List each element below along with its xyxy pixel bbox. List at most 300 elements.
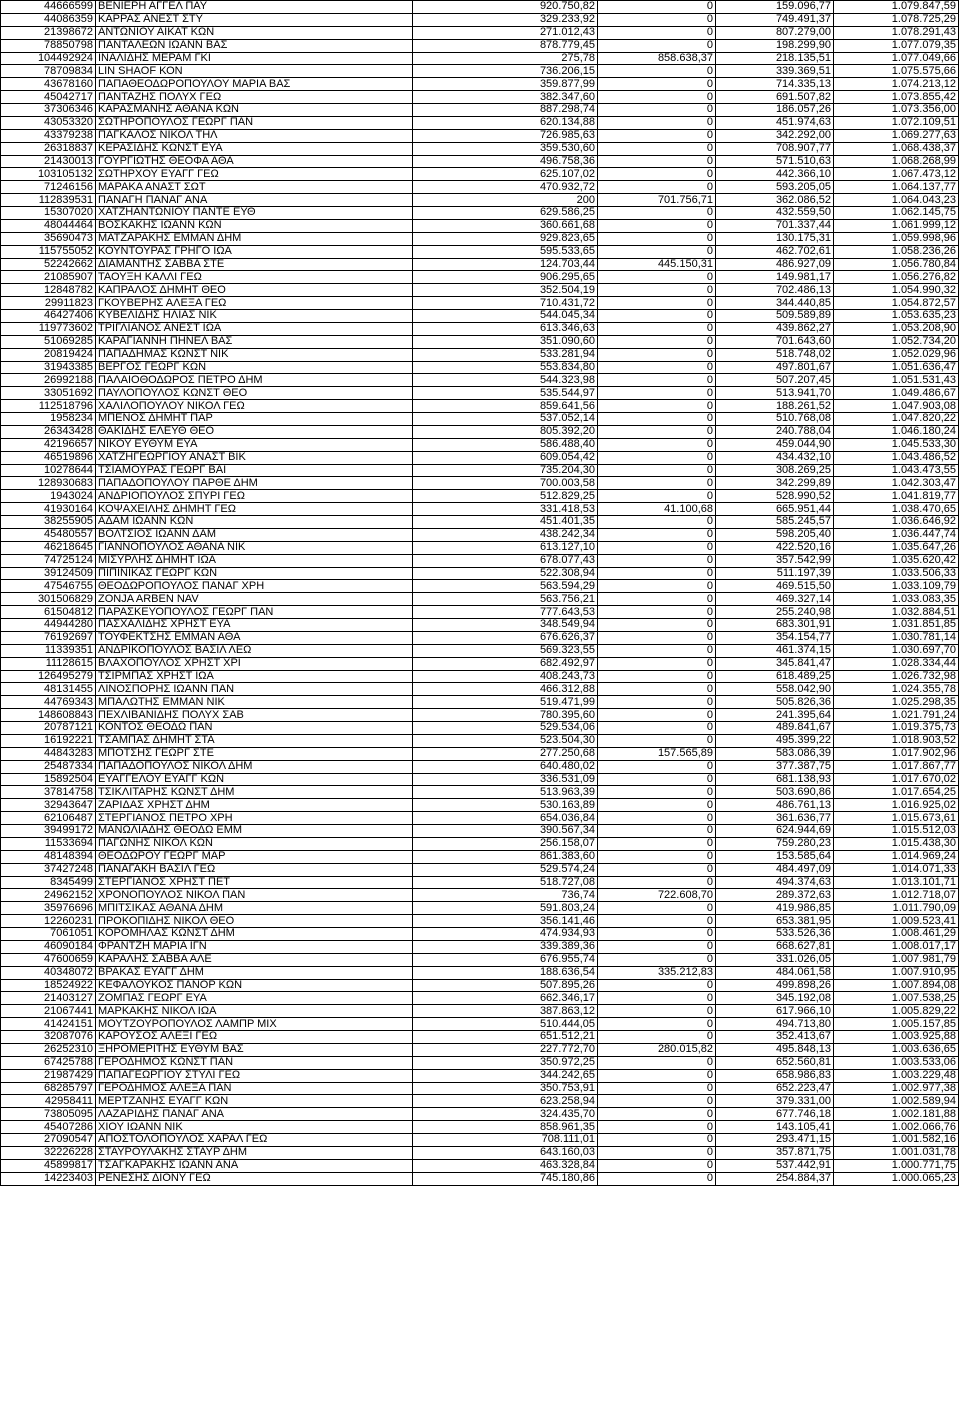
name-cell: ΕΥΑΓΓΕΛΟΥ ΕΥΑΓΓ ΚΩΝ: [96, 773, 413, 786]
name-cell: ΜΑΤΖΑΡΑΚΗΣ ΕΜΜΑΝ ΔΗΜ: [96, 232, 413, 245]
amount-a-cell: 625.107,02: [413, 168, 598, 181]
amount-a-cell: 350.753,91: [413, 1082, 598, 1095]
record-id-cell: 46427406: [1, 310, 96, 323]
total-cell: 1.002.977,38: [834, 1082, 959, 1095]
name-cell: ΛΙΝΟΣΠΟΡΗΣ ΙΩΑΝΝ ΠΑΝ: [96, 683, 413, 696]
amount-b-cell: 0: [598, 361, 716, 374]
table-row: [1, 799, 959, 812]
table-row: [1, 194, 959, 207]
total-cell: 1.016.925,02: [834, 799, 959, 812]
amount-a-cell: 887.298,74: [413, 104, 598, 117]
table-row: [1, 503, 959, 516]
name-cell: ΒΟΣΚΑΚΗΣ ΙΩΑΝΝ ΚΩΝ: [96, 219, 413, 232]
record-id-cell: 37306346: [1, 104, 96, 117]
total-cell: 1.077.079,35: [834, 39, 959, 52]
record-id-cell: 43053320: [1, 116, 96, 129]
record-id-cell: 40348072: [1, 966, 96, 979]
total-cell: 1.033.506,33: [834, 567, 959, 580]
amount-c-cell: 509.589,89: [716, 310, 834, 323]
amount-c-cell: 130.175,31: [716, 232, 834, 245]
name-cell: ΠΑΓΚΑΛΟΣ ΝΙΚΟΛ ΤΗΛ: [96, 129, 413, 142]
total-cell: 1.008.017,17: [834, 940, 959, 953]
amount-b-cell: 0: [598, 451, 716, 464]
name-cell: ΤΟΥΦΕΚΤΣΗΣ ΕΜΜΑΝ ΑΘΑ: [96, 631, 413, 644]
amount-a-cell: 654.036,84: [413, 812, 598, 825]
name-cell: ΠΑΝΤΑΖΗΣ ΠΟΛΥΧ ΓΕΩ: [96, 91, 413, 104]
name-cell: ΤΣΙΡΜΠΑΣ ΧΡΗΣΤ ΙΩΑ: [96, 670, 413, 683]
table-row: [1, 722, 959, 735]
name-cell: ΓΟΥΡΓΙΩΤΗΣ ΘΕΟΦΑ ΑΘΑ: [96, 155, 413, 168]
amount-c-cell: 658.986,83: [716, 1069, 834, 1082]
record-id-cell: 12848782: [1, 284, 96, 297]
amount-b-cell: 0: [598, 722, 716, 735]
amount-b-cell: 0: [598, 850, 716, 863]
table-row: [1, 683, 959, 696]
amount-b-cell: 701.756,71: [598, 194, 716, 207]
total-cell: 1.038.470,65: [834, 503, 959, 516]
table-row: [1, 155, 959, 168]
amount-a-cell: 200: [413, 194, 598, 207]
record-id-cell: 52242662: [1, 258, 96, 271]
name-cell: ΑΝΔΡΙΟΠΟΥΛΟΣ ΣΠΥΡΙ ΓΕΩ: [96, 490, 413, 503]
amount-a-cell: 463.328,84: [413, 1159, 598, 1172]
amount-a-cell: 360.661,68: [413, 219, 598, 232]
table-row: [1, 477, 959, 490]
amount-a-cell: 805.392,20: [413, 425, 598, 438]
table-row: [1, 1, 959, 14]
amount-a-cell: 858.961,35: [413, 1121, 598, 1134]
amount-a-cell: 537.052,14: [413, 413, 598, 426]
record-id-cell: 24962152: [1, 889, 96, 902]
name-cell: ΒΡΑΚΑΣ ΕΥΑΓΓ ΔΗΜ: [96, 966, 413, 979]
name-cell: ΜΠΑΛΩΤΗΣ ΕΜΜΑΝ ΝΙΚ: [96, 696, 413, 709]
amount-c-cell: 677.746,18: [716, 1108, 834, 1121]
amount-b-cell: 0: [598, 464, 716, 477]
record-id-cell: 26992188: [1, 374, 96, 387]
amount-a-cell: 352.504,19: [413, 284, 598, 297]
amount-b-cell: 0: [598, 979, 716, 992]
amount-c-cell: 494.374,63: [716, 876, 834, 889]
name-cell: ΙΝΑΛΙΔΗΣ ΜΕΡΑΜ ΓΚΙ: [96, 52, 413, 65]
amount-a-cell: 859.641,56: [413, 400, 598, 413]
amount-a-cell: 929.823,65: [413, 232, 598, 245]
amount-c-cell: 198.299,90: [716, 39, 834, 52]
table-row: [1, 915, 959, 928]
amount-b-cell: 0: [598, 606, 716, 619]
total-cell: 1.026.732,98: [834, 670, 959, 683]
name-cell: ΠΑΛΑΙΟΘΟΔΩΡΟΣ ΠΕΤΡΟ ΔΗΜ: [96, 374, 413, 387]
amount-b-cell: 0: [598, 438, 716, 451]
table-row: [1, 1159, 959, 1172]
amount-b-cell: 0: [598, 837, 716, 850]
record-id-cell: 39124509: [1, 567, 96, 580]
amount-a-cell: 344.242,65: [413, 1069, 598, 1082]
amount-b-cell: 0: [598, 734, 716, 747]
amount-a-cell: 359.530,60: [413, 142, 598, 155]
amount-b-cell: 0: [598, 39, 716, 52]
amount-a-cell: 188.636,54: [413, 966, 598, 979]
record-id-cell: 32943647: [1, 799, 96, 812]
name-cell: ΣΤΕΡΓΙΑΝΟΣ ΧΡΗΣΤ ΠΕΤ: [96, 876, 413, 889]
amount-c-cell: 624.944,69: [716, 825, 834, 838]
amount-c-cell: 254.884,37: [716, 1172, 834, 1185]
total-cell: 1.015.673,61: [834, 812, 959, 825]
amount-a-cell: 336.531,09: [413, 773, 598, 786]
amount-b-cell: 0: [598, 297, 716, 310]
amount-c-cell: 469.327,14: [716, 593, 834, 606]
amount-c-cell: 759.280,23: [716, 837, 834, 850]
amount-c-cell: 377.387,75: [716, 760, 834, 773]
total-cell: 1.053.208,90: [834, 322, 959, 335]
record-id-cell: 26252310: [1, 1043, 96, 1056]
name-cell: ΠΑΓΩΝΗΣ ΝΙΚΟΛ ΚΩΝ: [96, 837, 413, 850]
amount-c-cell: 513.941,70: [716, 387, 834, 400]
total-cell: 1.001.031,78: [834, 1146, 959, 1159]
amount-c-cell: 497.801,67: [716, 361, 834, 374]
table-row: [1, 1172, 959, 1185]
table-row: [1, 567, 959, 580]
total-cell: 1.056.276,82: [834, 271, 959, 284]
amount-a-cell: 906.295,65: [413, 271, 598, 284]
amount-c-cell: 342.299,89: [716, 477, 834, 490]
amount-a-cell: 351.090,60: [413, 335, 598, 348]
total-cell: 1.064.043,23: [834, 194, 959, 207]
amount-c-cell: 469.515,50: [716, 580, 834, 593]
table-row: [1, 516, 959, 529]
amount-b-cell: 0: [598, 1134, 716, 1147]
table-row: [1, 528, 959, 541]
amount-c-cell: 652.560,81: [716, 1056, 834, 1069]
total-cell: 1.078.291,43: [834, 26, 959, 39]
table-row: [1, 1146, 959, 1159]
amount-b-cell: 0: [598, 232, 716, 245]
record-id-cell: 29911823: [1, 297, 96, 310]
amount-a-cell: 324.435,70: [413, 1108, 598, 1121]
amount-b-cell: 0: [598, 425, 716, 438]
name-cell: ΚΟΥΝΤΟΥΡΑΣ ΓΡΗΓΟ ΙΩΑ: [96, 245, 413, 258]
amount-b-cell: 0: [598, 825, 716, 838]
total-cell: 1.047.820,22: [834, 413, 959, 426]
amount-b-cell: 0: [598, 773, 716, 786]
table-row: [1, 387, 959, 400]
total-cell: 1.001.582,16: [834, 1134, 959, 1147]
record-id-cell: 45042717: [1, 91, 96, 104]
table-row: [1, 258, 959, 271]
name-cell: ΣΩΤΗΡΧΟΥ ΕΥΑΓΓ ΓΕΩ: [96, 168, 413, 181]
amount-a-cell: 736.206,15: [413, 65, 598, 78]
amount-a-cell: 518.727,08: [413, 876, 598, 889]
amount-a-cell: 339.389,36: [413, 940, 598, 953]
total-cell: 1.003.925,88: [834, 1031, 959, 1044]
amount-b-cell: 0: [598, 335, 716, 348]
name-cell: ΚΟΨΑΧΕΙΛΗΣ ΔΗΜΗΤ ΓΕΩ: [96, 503, 413, 516]
total-cell: 1.030.781,14: [834, 631, 959, 644]
record-id-cell: 41930164: [1, 503, 96, 516]
record-id-cell: 71246156: [1, 181, 96, 194]
table-row: [1, 1069, 959, 1082]
amount-c-cell: 701.643,60: [716, 335, 834, 348]
amount-a-cell: 591.803,24: [413, 902, 598, 915]
table-row: [1, 850, 959, 863]
amount-a-cell: 708.111,01: [413, 1134, 598, 1147]
record-id-cell: 112839531: [1, 194, 96, 207]
table-row: [1, 606, 959, 619]
amount-c-cell: 495.848,13: [716, 1043, 834, 1056]
amount-c-cell: 188.261,52: [716, 400, 834, 413]
amount-a-cell: 529.574,24: [413, 863, 598, 876]
amount-b-cell: 0: [598, 812, 716, 825]
amount-c-cell: 357.542,99: [716, 554, 834, 567]
amount-b-cell: 0: [598, 1018, 716, 1031]
record-id-cell: 16192221: [1, 734, 96, 747]
total-cell: 1.005.829,22: [834, 1005, 959, 1018]
name-cell: ΜΕΡΤΖΑΝΗΣ ΕΥΑΓΓ ΚΩΝ: [96, 1095, 413, 1108]
amount-b-cell: 0: [598, 1172, 716, 1185]
name-cell: ΜΟΥΤΖΟΥΡΟΠΟΥΛΟΣ ΛΑΜΠΡ ΜΙΧ: [96, 1018, 413, 1031]
amount-a-cell: 563.594,29: [413, 580, 598, 593]
record-id-cell: 45407286: [1, 1121, 96, 1134]
total-cell: 1.005.157,85: [834, 1018, 959, 1031]
record-id-cell: 37427248: [1, 863, 96, 876]
total-cell: 1.043.473,55: [834, 464, 959, 477]
amount-c-cell: 528.990,52: [716, 490, 834, 503]
table-row: [1, 709, 959, 722]
amount-c-cell: 511.197,39: [716, 567, 834, 580]
amount-b-cell: 0: [598, 940, 716, 953]
amount-a-cell: 331.418,53: [413, 503, 598, 516]
amount-c-cell: 240.788,04: [716, 425, 834, 438]
table-row: [1, 284, 959, 297]
amount-a-cell: 408.243,73: [413, 670, 598, 683]
record-id-cell: 32226228: [1, 1146, 96, 1159]
record-id-cell: 37814758: [1, 786, 96, 799]
record-id-cell: 35690473: [1, 232, 96, 245]
amount-c-cell: 361.636,77: [716, 812, 834, 825]
table-row: [1, 1134, 959, 1147]
amount-c-cell: 379.331,00: [716, 1095, 834, 1108]
record-id-cell: 126495279: [1, 670, 96, 683]
name-cell: ΠΑΠΑΔΗΜΑΣ ΚΩΝΣΤ ΝΙΚ: [96, 348, 413, 361]
amount-a-cell: 507.895,26: [413, 979, 598, 992]
table-row: [1, 168, 959, 181]
total-cell: 1.052.029,96: [834, 348, 959, 361]
amount-c-cell: 486.761,13: [716, 799, 834, 812]
total-cell: 1.003.636,65: [834, 1043, 959, 1056]
amount-c-cell: 345.841,47: [716, 657, 834, 670]
record-id-cell: 73805095: [1, 1108, 96, 1121]
record-id-cell: 8345499: [1, 876, 96, 889]
amount-a-cell: 700.003,58: [413, 477, 598, 490]
amount-b-cell: 0: [598, 928, 716, 941]
amount-c-cell: 462.702,61: [716, 245, 834, 258]
total-cell: 1.012.718,07: [834, 889, 959, 902]
amount-c-cell: 186.057,26: [716, 104, 834, 117]
amount-b-cell: 0: [598, 902, 716, 915]
record-id-cell: 44086359: [1, 13, 96, 26]
name-cell: ΠΑΠΑΓΕΩΡΓΙΟΥ ΣΤΥΛΙ ΓΕΩ: [96, 1069, 413, 1082]
amount-c-cell: 598.205,40: [716, 528, 834, 541]
total-cell: 1.077.049,66: [834, 52, 959, 65]
name-cell: ΚΑΡΑΓΙΑΝΝΗ ΠΗΝΕΛ ΒΑΣ: [96, 335, 413, 348]
amount-a-cell: 710.431,72: [413, 297, 598, 310]
amount-b-cell: 0: [598, 619, 716, 632]
name-cell: ΠΑΝΑΓΑΚΗ ΒΑΣΙΛ ΓΕΩ: [96, 863, 413, 876]
amount-a-cell: 466.312,88: [413, 683, 598, 696]
amount-a-cell: 533.281,94: [413, 348, 598, 361]
amount-a-cell: 382.347,60: [413, 91, 598, 104]
name-cell: ΚΕΦΑΛΟΥΚΟΣ ΠΑΝΟΡ ΚΩΝ: [96, 979, 413, 992]
amount-b-cell: 0: [598, 516, 716, 529]
amount-a-cell: 682.492,97: [413, 657, 598, 670]
record-id-cell: 21403127: [1, 992, 96, 1005]
amount-c-cell: 652.223,47: [716, 1082, 834, 1095]
table-row: [1, 374, 959, 387]
amount-b-cell: 0: [598, 992, 716, 1005]
table-row: [1, 876, 959, 889]
amount-b-cell: 858.638,37: [598, 52, 716, 65]
record-id-cell: 21085907: [1, 271, 96, 284]
amount-b-cell: 722.608,70: [598, 889, 716, 902]
name-cell: ΠΡΟΚΟΠΙΔΗΣ ΝΙΚΟΛ ΘΕΟ: [96, 915, 413, 928]
name-cell: ΒΟΛΤΣΙΟΣ ΙΩΑΝΝ ΔΑΜ: [96, 528, 413, 541]
amount-c-cell: 683.301,91: [716, 619, 834, 632]
amount-c-cell: 339.369,51: [716, 65, 834, 78]
amount-a-cell: 676.626,37: [413, 631, 598, 644]
name-cell: ΜΑΡΑΚΑ ΑΝΑΣΤ ΣΩΤ: [96, 181, 413, 194]
amount-b-cell: 0: [598, 696, 716, 709]
name-cell: ΠΑΣΧΑΛΙΔΗΣ ΧΡΗΣΤ ΕΥΑ: [96, 619, 413, 632]
table-row: [1, 760, 959, 773]
table-row: [1, 837, 959, 850]
amount-c-cell: 484.061,58: [716, 966, 834, 979]
amount-b-cell: 0: [598, 142, 716, 155]
name-cell: ΘΕΟΔΩΡΟΥ ΓΕΩΡΓ ΜΑΡ: [96, 850, 413, 863]
table-row: [1, 322, 959, 335]
amount-b-cell: 0: [598, 567, 716, 580]
amount-c-cell: 442.366,10: [716, 168, 834, 181]
record-id-cell: 41424151: [1, 1018, 96, 1031]
amount-c-cell: 461.374,15: [716, 644, 834, 657]
table-row: [1, 1082, 959, 1095]
total-cell: 1.003.533,06: [834, 1056, 959, 1069]
name-cell: ΒΕΡΓΟΣ ΓΕΩΡΓ ΚΩΝ: [96, 361, 413, 374]
amount-b-cell: 0: [598, 65, 716, 78]
amount-c-cell: 617.966,10: [716, 1005, 834, 1018]
record-id-cell: 44944280: [1, 619, 96, 632]
amount-b-cell: 0: [598, 284, 716, 297]
record-id-cell: 11128615: [1, 657, 96, 670]
table-row: [1, 335, 959, 348]
table-row: [1, 400, 959, 413]
record-id-cell: 78850798: [1, 39, 96, 52]
total-cell: 1.072.109,51: [834, 116, 959, 129]
record-id-cell: 33051692: [1, 387, 96, 400]
table-row: [1, 657, 959, 670]
amount-a-cell: 329.233,92: [413, 13, 598, 26]
record-id-cell: 61504812: [1, 606, 96, 619]
name-cell: ΓΙΑΝΝΟΠΟΥΛΟΣ ΑΘΑΝΑ ΝΙΚ: [96, 541, 413, 554]
total-cell: 1.007.981,79: [834, 953, 959, 966]
amount-b-cell: 0: [598, 1082, 716, 1095]
amount-c-cell: 681.138,93: [716, 773, 834, 786]
table-row: [1, 129, 959, 142]
table-row: [1, 966, 959, 979]
amount-a-cell: 878.779,45: [413, 39, 598, 52]
amount-c-cell: 583.086,39: [716, 747, 834, 760]
amount-c-cell: 702.486,13: [716, 284, 834, 297]
amount-c-cell: 432.559,50: [716, 207, 834, 220]
total-cell: 1.056.780,84: [834, 258, 959, 271]
total-cell: 1.007.538,25: [834, 992, 959, 1005]
table-row: [1, 52, 959, 65]
total-cell: 1.030.697,70: [834, 644, 959, 657]
amount-b-cell: 0: [598, 528, 716, 541]
amount-c-cell: 289.372,63: [716, 889, 834, 902]
name-cell: ΚΕΡΑΣΙΔΗΣ ΚΩΝΣΤ ΕΥΑ: [96, 142, 413, 155]
amount-a-cell: 777.643,53: [413, 606, 598, 619]
name-cell: ΚΑΡΡΑΣ ΑΝΕΣΤ ΣΤΥ: [96, 13, 413, 26]
name-cell: ΣΩΤΗΡΟΠΟΥΛΟΣ ΓΕΩΡΓ ΠΑΝ: [96, 116, 413, 129]
amount-c-cell: 342.292,00: [716, 129, 834, 142]
amount-a-cell: 530.163,89: [413, 799, 598, 812]
amount-a-cell: 277.250,68: [413, 747, 598, 760]
record-id-cell: 32087076: [1, 1031, 96, 1044]
amount-b-cell: 0: [598, 760, 716, 773]
record-id-cell: 15892504: [1, 773, 96, 786]
amount-c-cell: 149.981,17: [716, 271, 834, 284]
amount-a-cell: 609.054,42: [413, 451, 598, 464]
amount-c-cell: 510.768,08: [716, 413, 834, 426]
total-cell: 1.011.790,09: [834, 902, 959, 915]
name-cell: ΠΑΠΑΔΟΠΟΥΛΟΥ ΠΑΡΘΕ ΔΗΜ: [96, 477, 413, 490]
amount-a-cell: 512.829,25: [413, 490, 598, 503]
amount-c-cell: 484.497,09: [716, 863, 834, 876]
amount-b-cell: 0: [598, 374, 716, 387]
record-id-cell: 103105132: [1, 168, 96, 181]
amount-c-cell: 352.413,67: [716, 1031, 834, 1044]
table-row: [1, 1108, 959, 1121]
record-id-cell: 42958411: [1, 1095, 96, 1108]
amount-b-cell: 0: [598, 219, 716, 232]
total-cell: 1.047.903,08: [834, 400, 959, 413]
record-id-cell: 1943024: [1, 490, 96, 503]
total-cell: 1.014.969,24: [834, 850, 959, 863]
amount-b-cell: 0: [598, 670, 716, 683]
name-cell: ΡΕΝΕΣΗΣ ΔΙΟΝΥ ΓΕΩ: [96, 1172, 413, 1185]
record-id-cell: 43678160: [1, 78, 96, 91]
amount-c-cell: 807.279,00: [716, 26, 834, 39]
table-row: [1, 953, 959, 966]
name-cell: ΚΟΡΟΜΗΛΑΣ ΚΩΝΣΤ ΔΗΜ: [96, 928, 413, 941]
record-id-cell: 7061051: [1, 928, 96, 941]
total-cell: 1.078.725,29: [834, 13, 959, 26]
name-cell: LIN SHAOF ΚΟΝ: [96, 65, 413, 78]
record-id-cell: 21398672: [1, 26, 96, 39]
total-cell: 1.002.589,94: [834, 1095, 959, 1108]
amount-a-cell: 643.160,03: [413, 1146, 598, 1159]
name-cell: ΓΕΡΟΔΗΜΟΣ ΚΩΝΣΤ ΠΑΝ: [96, 1056, 413, 1069]
amount-a-cell: 629.586,25: [413, 207, 598, 220]
amount-c-cell: 507.207,45: [716, 374, 834, 387]
name-cell: ΑΔΑΜ ΙΩΑΝΝ ΚΩΝ: [96, 516, 413, 529]
record-id-cell: 10278644: [1, 464, 96, 477]
amount-c-cell: 518.748,02: [716, 348, 834, 361]
amount-b-cell: 0: [598, 1146, 716, 1159]
amount-c-cell: 486.927,09: [716, 258, 834, 271]
table-row: [1, 863, 959, 876]
amount-b-cell: 0: [598, 116, 716, 129]
amount-b-cell: 280.015,82: [598, 1043, 716, 1056]
